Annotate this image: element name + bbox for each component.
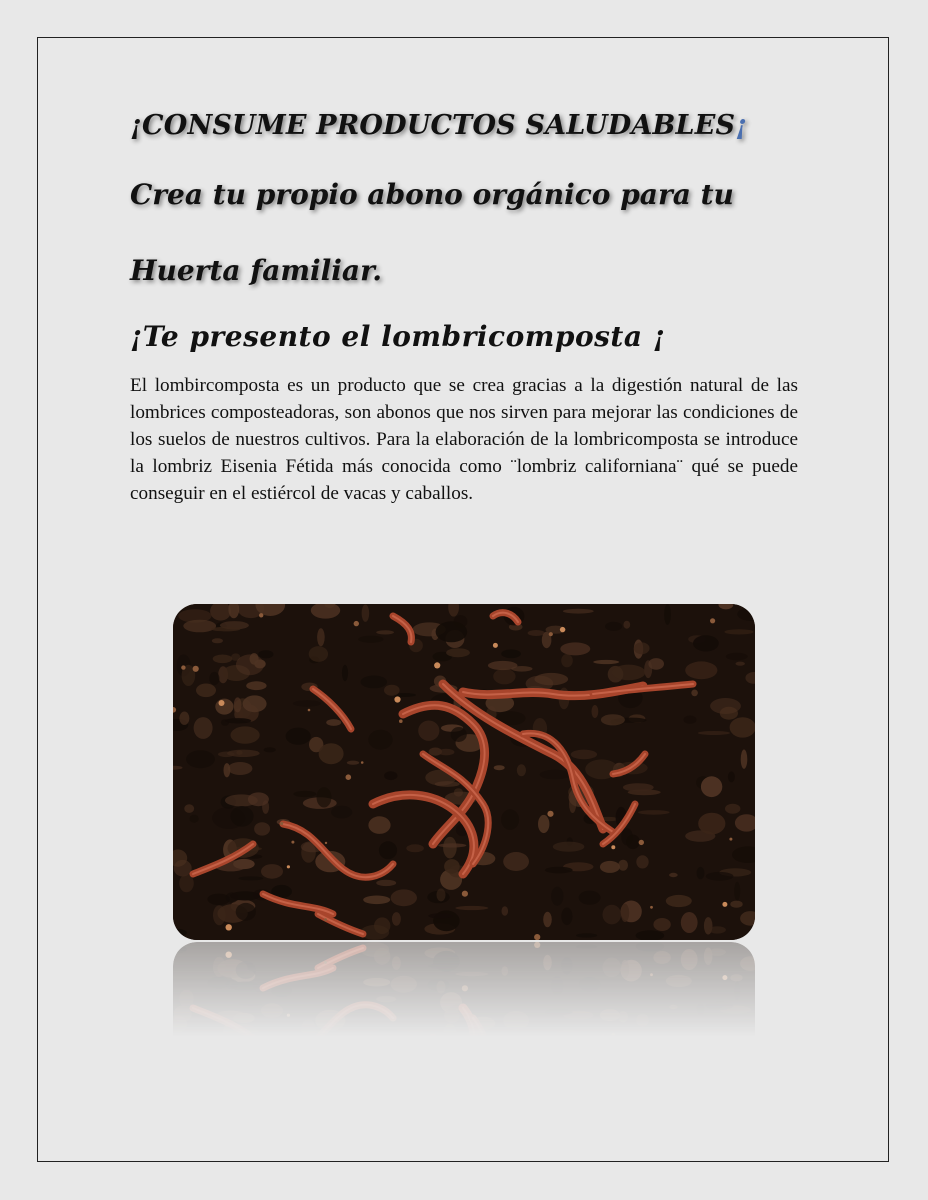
heading-consume bbox=[130, 110, 747, 141]
body-paragraph: El lombircomposta es un producto que se crea gracias a la digestión natural de las lombrices composteadoras, son abonos que nos sirven para mejorar las condiciones de los suelos de nuestros cultivos. Para la elaboración de la lombricomposta se introduce la lombriz Eisenia Fétida más conocida como ¨lombriz californiana¨ qué se puede conseguir en el estiércol de vacas y caballos. bbox=[130, 375, 798, 504]
worms-illustration bbox=[173, 604, 755, 940]
worms-reflection-illustration bbox=[173, 942, 755, 1037]
heading-huerta: Huerta familiar. bbox=[130, 254, 382, 287]
heading-consume-mark: ¡ bbox=[735, 110, 748, 141]
worms-photo-reflection bbox=[173, 942, 755, 1037]
heading-crea: Crea tu propio abono orgánico para tu bbox=[130, 178, 734, 211]
worms-photo bbox=[173, 604, 755, 940]
worms-photo-image bbox=[173, 604, 755, 940]
heading-consume-text: ¡CONSUME PRODUCTOS SALUDABLES bbox=[130, 110, 736, 141]
heading-lombricomposta: ¡Te presento el lombricomposta ¡ bbox=[130, 320, 666, 353]
